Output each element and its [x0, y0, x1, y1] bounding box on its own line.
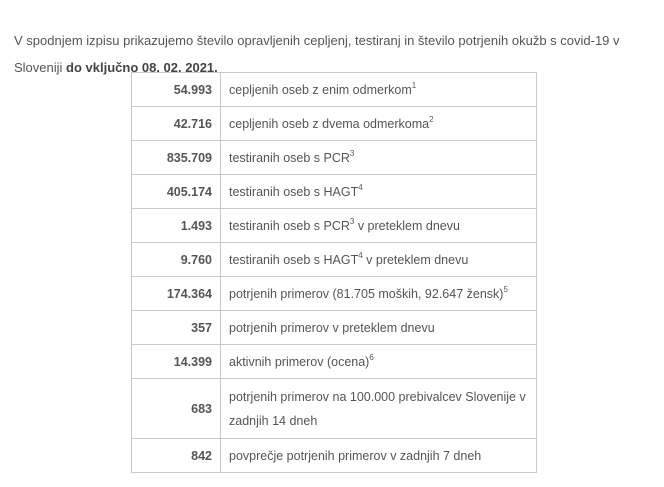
footnote-ref: 4 [358, 250, 363, 260]
intro-date: do vključno 08. 02. 2021. [66, 60, 218, 75]
table-row [132, 243, 537, 277]
row-label-cell [221, 209, 537, 243]
table-row [132, 439, 537, 473]
footnote-ref: 3 [349, 148, 355, 158]
table-row [132, 277, 537, 311]
row-label-cell [221, 175, 537, 209]
row-label-suffix: v preteklem dnevu [362, 252, 469, 267]
row-label: testiranih oseb s HAGT [229, 252, 359, 267]
row-value: 357 [132, 311, 221, 345]
row-label: potrjenih primerov (81.705 moških, 92.647 žensk) [229, 286, 504, 301]
row-label: potrjenih primerov v preteklem dnevu [229, 320, 435, 335]
row-value: 1.493 [132, 209, 221, 243]
row-value: 174.364 [132, 277, 221, 311]
row-label: potrjenih primerov na 100.000 prebivalcev Slovenije v zadnjih 14 dneh [229, 389, 526, 428]
table-row [132, 345, 537, 379]
table-row [132, 379, 537, 439]
row-value: 835.709 [132, 141, 221, 175]
row-value: 9.760 [132, 243, 221, 277]
covid-stats-table [131, 72, 537, 473]
row-label-cell [221, 311, 537, 345]
footnote-ref: 3 [349, 216, 355, 226]
table-row [132, 175, 537, 209]
row-label: aktivnih primerov (ocena) [229, 354, 370, 369]
row-value: 42.716 [132, 107, 221, 141]
row-label-cell [221, 379, 537, 439]
footnote-ref: 2 [429, 114, 434, 124]
row-value: 683 [132, 379, 221, 439]
row-label-cell [221, 345, 537, 379]
row-label: povprečje potrjenih primerov v zadnjih 7 dneh [229, 448, 482, 463]
footnote-ref: 4 [358, 182, 363, 192]
row-value: 405.174 [132, 175, 221, 209]
footnote-ref: 6 [369, 352, 374, 362]
row-label: cepljenih oseb z enim odmerkom [229, 82, 412, 97]
row-label-cell [221, 439, 537, 473]
row-label-cell [221, 73, 537, 107]
table-row [132, 209, 537, 243]
row-label: cepljenih oseb z dvema odmerkoma [229, 116, 430, 131]
row-label: testiranih oseb s PCR [229, 218, 350, 233]
row-label-cell [221, 107, 537, 141]
row-label-cell [221, 277, 537, 311]
row-label-cell [221, 243, 537, 277]
row-label: testiranih oseb s HAGT [229, 184, 359, 199]
row-label-cell [221, 141, 537, 175]
footnote-ref: 5 [503, 284, 508, 294]
table-row [132, 73, 537, 107]
row-label: testiranih oseb s PCR [229, 150, 350, 165]
footnote-ref: 1 [411, 80, 417, 90]
table-row [132, 107, 537, 141]
table-row [132, 311, 537, 345]
row-value: 54.993 [132, 73, 221, 107]
row-value: 14.399 [132, 345, 221, 379]
row-label-suffix: v preteklem dnevu [354, 218, 460, 233]
table-row [132, 141, 537, 175]
intro-text: V spodnjem izpisu prikazujemo število opravljenih cepljenj, testiranj in število potrjenih okužb s covid-19 v Sloveniji [14, 33, 620, 75]
row-value: 842 [132, 439, 221, 473]
